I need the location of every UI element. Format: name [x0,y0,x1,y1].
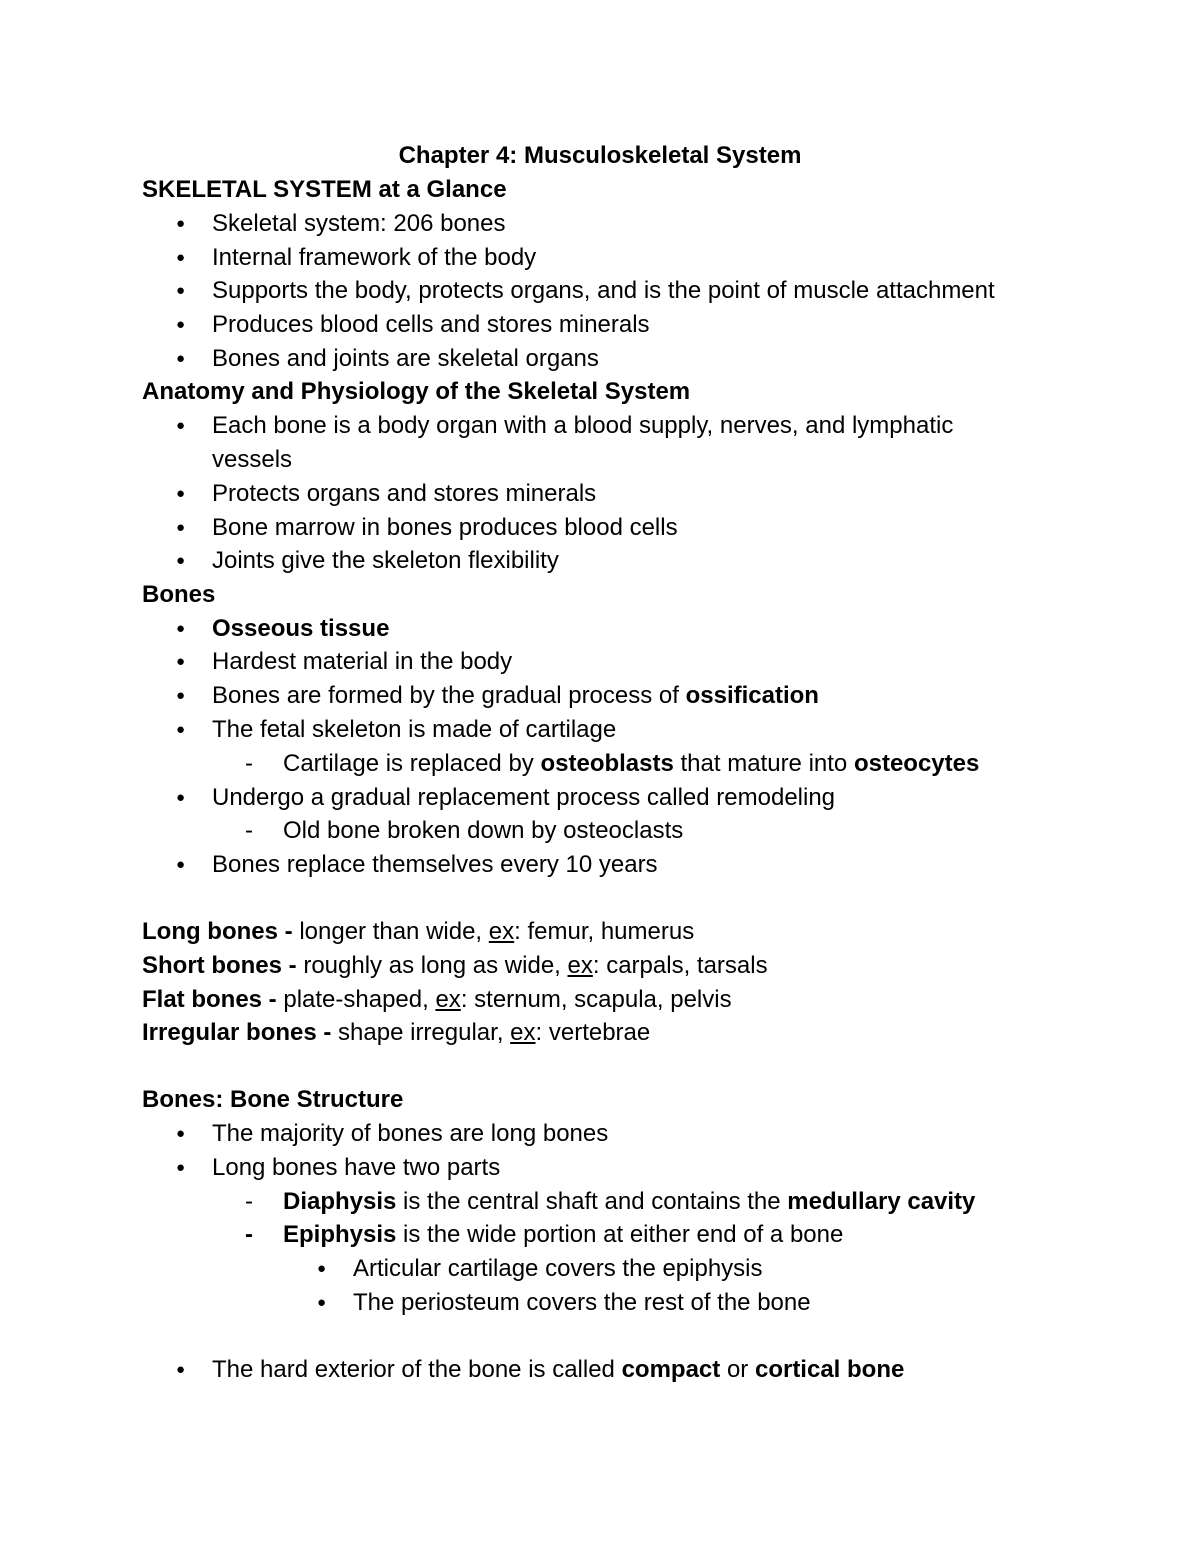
bullet-icon: ● [176,485,186,502]
bone-type-flat: Flat bones - plate-shaped, ex: sternum, scapula, pelvis [142,986,732,1013]
list-item: ● Hardest material in the body [212,645,512,679]
list-item: ● The majority of bones are long bones [212,1117,608,1151]
sub-list-item: - Old bone broken down by osteoclasts [283,814,683,848]
bullet-icon: ● [176,552,186,569]
dash-icon: - [245,750,253,777]
sub-sub-list-item: ● The periosteum covers the rest of the bone [353,1286,811,1320]
bullet-icon: ● [176,653,186,670]
list-item: ● Internal framework of the body [212,241,536,275]
list-item: ● Bone marrow in bones produces blood cells [212,511,678,545]
sub-list-item: - Diaphysis is the central shaft and contains the medullary cavity [283,1185,975,1219]
page-title: Chapter 4: Musculoskeletal System [398,142,802,169]
bullet-icon: ● [176,1159,186,1176]
bullet-icon: ● [176,282,186,299]
bone-type-short: Short bones - roughly as long as wide, ex: carpals, tarsals [142,952,768,979]
sub-sub-list-item: ● Articular cartilage covers the epiphysis [353,1252,763,1286]
section-heading-bones: Bones [142,581,216,608]
section-heading-anatomy-physiology: Anatomy and Physiology of the Skeletal System [142,378,691,405]
bullet-icon: ● [317,1294,327,1311]
list-item: ● Bones and joints are skeletal organs [212,342,599,376]
bone-type-irregular: Irregular bones - shape irregular, ex: vertebrae [142,1019,651,1046]
bullet-icon: ● [176,620,186,637]
list-item: ● Skeletal system: 206 bones [212,207,506,241]
list-item: ● Supports the body, protects organs, and is the point of muscle attachment [212,274,995,308]
list-item: ● Undergo a gradual replacement process called remodeling [212,781,835,815]
bullet-icon: ● [176,316,186,333]
sub-list-item: - Cartilage is replaced by osteoblasts that mature into osteocytes [283,747,979,781]
section-heading-skeletal-system: SKELETAL SYSTEM at a Glance [142,176,507,203]
list-item: ● Long bones have two parts [212,1151,500,1185]
section-heading-bone-structure: Bones: Bone Structure [142,1086,404,1113]
bullet-icon: ● [317,1260,327,1277]
list-item: ● Osseous tissue [212,612,389,646]
list-item-continuation: vessels [212,446,293,473]
bullet-icon: ● [176,249,186,266]
list-item: ● Protects organs and stores minerals [212,477,596,511]
bullet-icon: ● [176,1361,186,1378]
bone-type-long: Long bones - longer than wide, ex: femur, humerus [142,918,695,945]
sub-list-item: - Epiphysis is the wide portion at either end of a bone [283,1218,843,1252]
dash-icon: - [245,817,253,844]
bullet-icon: ● [176,519,186,536]
bullet-icon: ● [176,856,186,873]
bullet-icon: ● [176,350,186,367]
list-item: ● Bones replace themselves every 10 years [212,848,658,882]
list-item: ● Each bone is a body organ with a blood supply, nerves, and lymphatic [212,409,953,443]
bullet-icon: ● [176,215,186,232]
list-item: ● Joints give the skeleton flexibility [212,544,559,578]
dash-icon: - [245,1188,253,1215]
list-item: ● Bones are formed by the gradual process of ossification [212,679,819,713]
bullet-icon: ● [176,1125,186,1142]
bullet-icon: ● [176,687,186,704]
list-item: ● Produces blood cells and stores minerals [212,308,650,342]
list-item: ● The fetal skeleton is made of cartilage [212,713,616,747]
bullet-icon: ● [176,417,186,434]
list-item: ● The hard exterior of the bone is called compact or cortical bone [212,1353,904,1387]
dash-icon: - [245,1221,253,1248]
bullet-icon: ● [176,721,186,738]
bullet-icon: ● [176,789,186,806]
